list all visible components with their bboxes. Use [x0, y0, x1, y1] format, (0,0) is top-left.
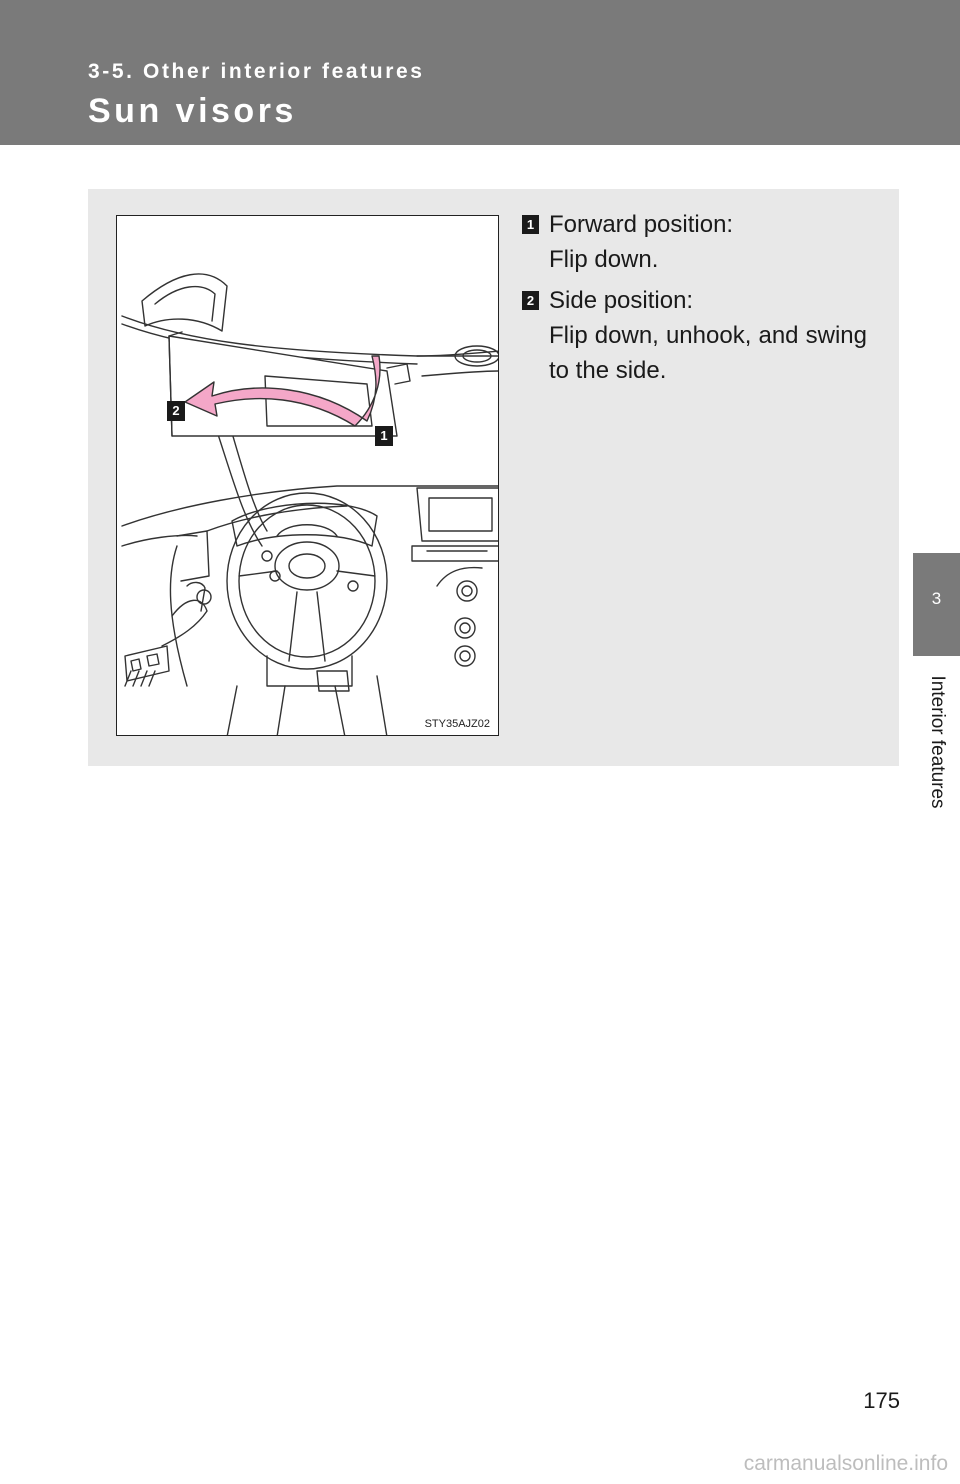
step-title: Side position: [549, 287, 694, 314]
figure-code: STY35AJZ02 [424, 718, 490, 730]
section-label: 3-5. Other interior features [88, 60, 425, 83]
step-number-badge: 2 [522, 291, 539, 310]
step-description: Flip down, unhook, and swing to the side. [549, 322, 867, 384]
chapter-label: Interior features [927, 675, 948, 809]
step-title: Forward position: [549, 211, 734, 238]
page-number: 175 [863, 1388, 900, 1413]
watermark: carmanualsonline.info [743, 1452, 948, 1475]
step-description: Flip down. [549, 246, 659, 273]
step-item [522, 207, 867, 277]
car-interior-drawing [117, 216, 499, 736]
page-header [0, 0, 960, 145]
chapter-number: 3 [931, 589, 942, 608]
step-number-badge: 1 [522, 215, 539, 234]
callout-marker-2: 2 [167, 401, 185, 421]
sun-visor-illustration [116, 215, 499, 736]
step-item [522, 283, 867, 388]
chapter-tab [913, 553, 960, 656]
callout-marker-1: 1 [375, 426, 393, 446]
page-title: Sun visors [88, 92, 297, 130]
step-list [522, 207, 867, 394]
